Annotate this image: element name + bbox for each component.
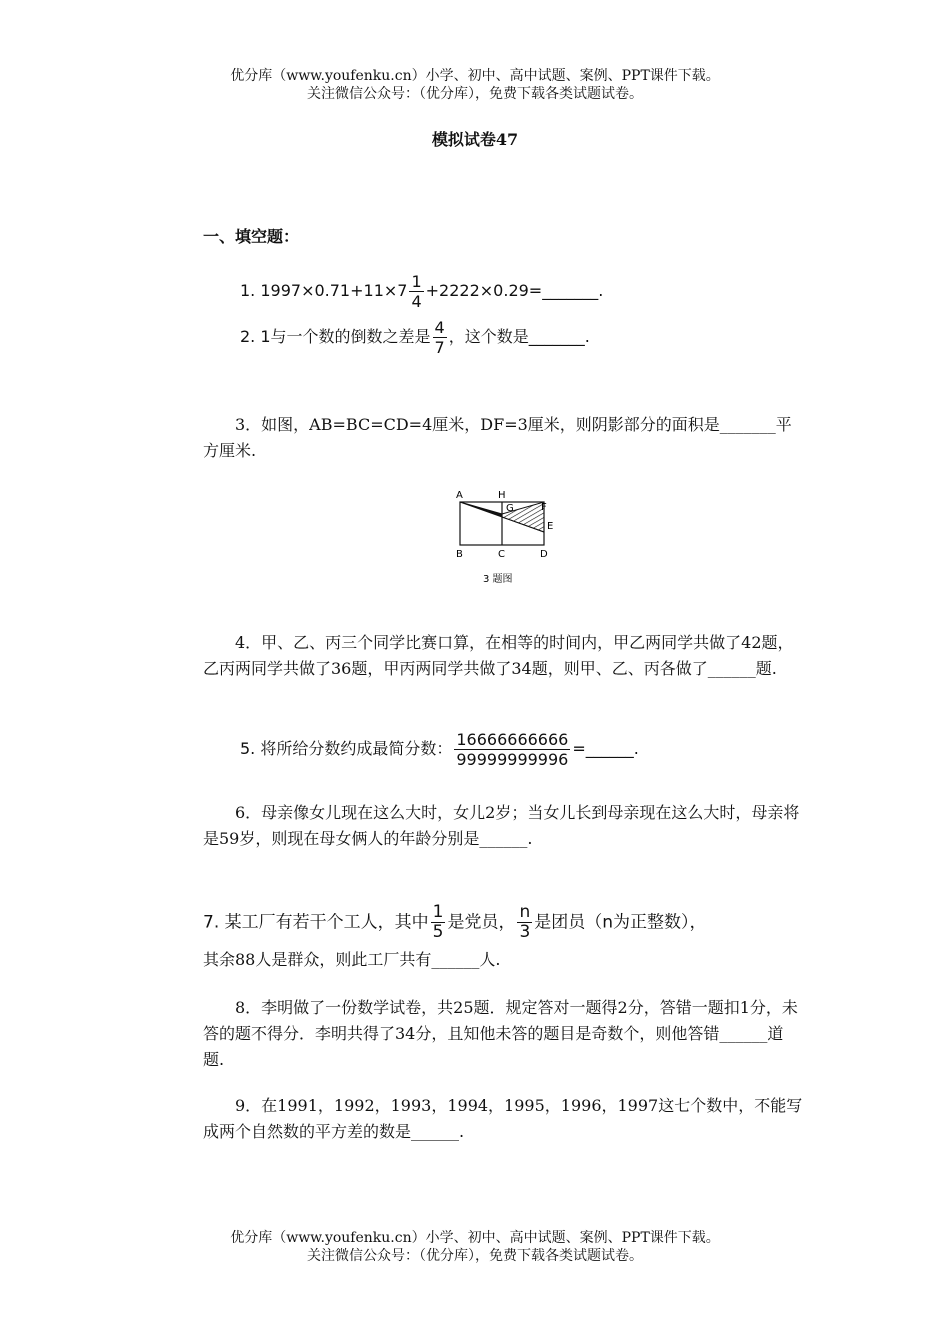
q2-frac-num: 4 bbox=[434, 318, 445, 337]
q3-label-f: F bbox=[541, 502, 547, 513]
q7-frac1-den: 5 bbox=[432, 922, 444, 942]
q1-suffix: +2222×0.29=_______. bbox=[425, 281, 604, 300]
question-6: 6．母亲像女儿现在这么大时，女儿2岁；当女儿长到母亲现在这么大时，母亲将是59岁，则现在母女俩人的年龄分别是______. bbox=[203, 803, 800, 848]
q5-prefix: 5. 将所给分数约成最简分数： bbox=[240, 739, 453, 758]
q1-frac-num: 1 bbox=[411, 272, 422, 291]
question-7-line-2: 其余88人是群众，则此工厂共有______人. bbox=[203, 950, 501, 969]
q7-fraction-2 bbox=[517, 903, 532, 942]
q3-label-e: E bbox=[547, 521, 554, 532]
q7-frac2-num: n bbox=[517, 903, 532, 923]
footer-line-1: 优分库（www.youfenku.cn）小学、初中、高中试题、案例、PPT课件下载。 bbox=[230, 1230, 720, 1246]
q5-frac-num: 16666666666 bbox=[456, 730, 569, 749]
q5-suffix: =______. bbox=[572, 739, 639, 758]
q7-frac2-den: 3 bbox=[519, 922, 531, 942]
q3-figure bbox=[452, 487, 562, 589]
question-7-line-1 bbox=[203, 903, 803, 942]
question-8: 8．李明做了一份数学试卷，共25题．规定答对一题得2分，答错一题扣1分，未答的题不得分．李明共得了34分，且知他未答的题目是奇数个，则他答错______道题. bbox=[203, 998, 798, 1069]
q1-frac-den: 4 bbox=[411, 292, 422, 311]
question-1 bbox=[240, 272, 840, 311]
q2-prefix: 2. 1与一个数的倒数之差是 bbox=[240, 327, 431, 346]
q1-fraction bbox=[409, 272, 423, 311]
header-line-1: 优分库（www.youfenku.cn）小学、初中、高中试题、案例、PPT课件下载。 bbox=[230, 68, 720, 84]
q7-frac1-num: 1 bbox=[432, 902, 444, 922]
q3-label-a: A bbox=[456, 490, 463, 501]
q2-suffix: ，这个数是_______. bbox=[448, 327, 590, 346]
q3-caption: 3 题图 bbox=[483, 574, 513, 585]
q7-prefix: 7. 某工厂有若干个工人，其中 bbox=[203, 912, 429, 933]
q1-prefix: 1. 1997×0.71+11×7 bbox=[240, 281, 408, 300]
q3-label-h: H bbox=[498, 490, 506, 501]
question-9: 9．在1991，1992，1993，1994，1995，1996，1997这七个数中，不能写成两个自然数的平方差的数是______. bbox=[203, 1096, 803, 1141]
question-2 bbox=[240, 318, 840, 357]
header-line-2: 关注微信公众号：（优分库），免费下载各类试题试卷。 bbox=[307, 86, 643, 102]
q7-mid: 是党员， bbox=[447, 912, 516, 933]
question-3: 3．如图，AB=BC=CD=4厘米，DF=3厘米，则阴影部分的面积是_______平方厘米. bbox=[203, 415, 792, 460]
section-heading: 一、填空题： bbox=[203, 227, 300, 246]
question-4: 4．甲、乙、丙三个同学比赛口算，在相等的时间内，甲乙两同学共做了42题，乙丙两同学共做了36题，甲丙两同学共做了34题，则甲、乙、丙各做了______题. bbox=[203, 633, 794, 678]
q3-label-b: B bbox=[456, 549, 463, 560]
q2-frac-den: 7 bbox=[434, 338, 445, 357]
q3-label-c: C bbox=[498, 549, 505, 560]
q7-suffix: 是团员（n为正整数）， bbox=[534, 912, 707, 933]
q2-fraction bbox=[433, 318, 447, 357]
page-title: 模拟试卷47 bbox=[431, 130, 519, 149]
footer-line-2: 关注微信公众号：（优分库），免费下载各类试题试卷。 bbox=[307, 1248, 643, 1264]
q5-fraction bbox=[454, 730, 570, 769]
question-5 bbox=[240, 730, 840, 769]
q3-label-d: D bbox=[540, 549, 548, 560]
q3-label-g: G bbox=[506, 503, 514, 514]
q7-fraction-1 bbox=[431, 903, 446, 942]
q5-frac-den: 99999999996 bbox=[456, 750, 569, 769]
